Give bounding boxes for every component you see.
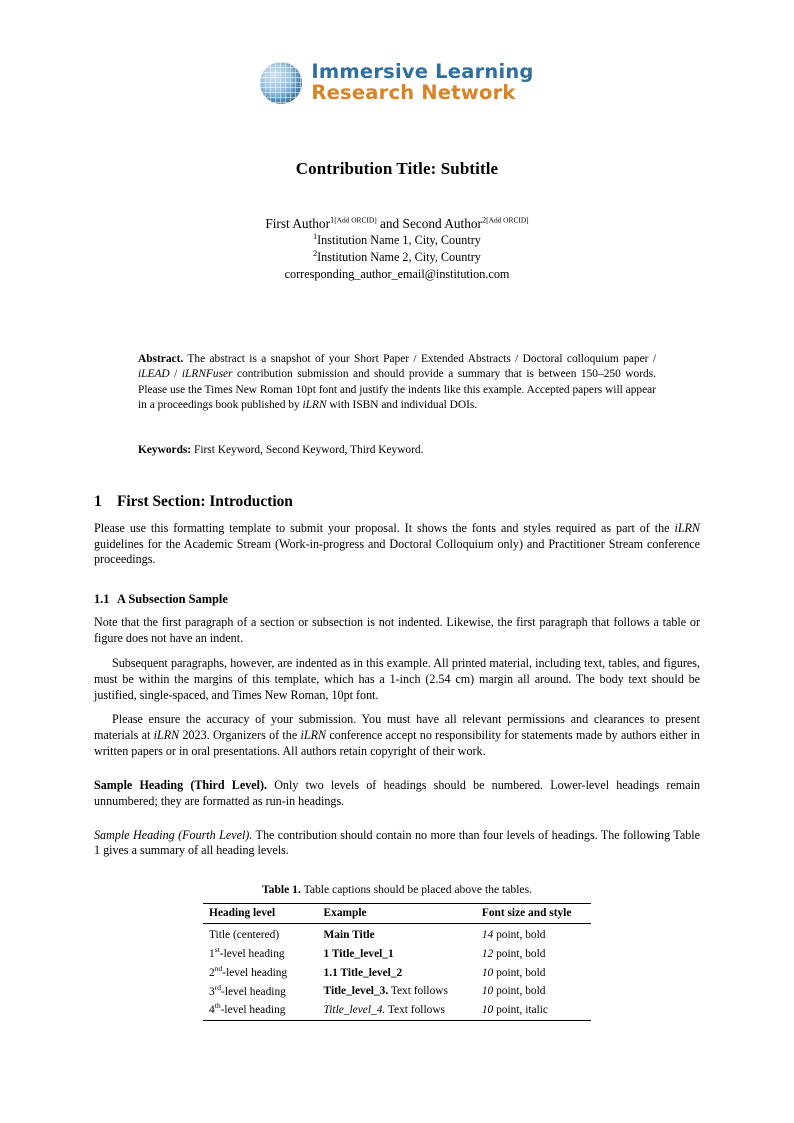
section-1-1-title: A Subsection Sample (117, 592, 228, 607)
example-bold: 1.1 Title_level_2 (323, 966, 403, 979)
section-1-1-paragraph-2: Subsequent paragraphs, however, are indented as in this example. All printed material, including text, tables, and figures, must be within the margins of this template, which has a 1-inch (2.54 cm) margin all around. The body text should be justified, single-spaced, and Times New Roman, 10pt font. (94, 655, 700, 702)
level-tail: -level heading (220, 1004, 286, 1017)
fourth-level-text: The contribution should contain no more than four levels of headings. The following Table 1 gives a summary of all heading levels. (94, 827, 700, 858)
level-tail: -level heading (221, 985, 286, 998)
example-bold: 1 Title_level_1 (323, 947, 394, 960)
logo-inner (260, 62, 533, 104)
style-text: point, bold (493, 947, 546, 960)
level-text: 4 (209, 1004, 215, 1017)
author-2-name: Second Author (402, 216, 482, 231)
table-cell-example (318, 962, 476, 981)
third-level-text: Only two levels of headings should be numbered. Lower-level headings remain unnumbered; they are formatted as run-in headings. (94, 777, 700, 808)
section-1-1-heading (94, 592, 700, 607)
logo-line-1: Immersive Learning (311, 60, 534, 84)
table-1-caption (94, 883, 700, 896)
style-text: point, italic (493, 1004, 548, 1017)
third-level-heading: Sample Heading (Third Level). (94, 777, 268, 792)
s11-p3-a: Please ensure the accuracy of your submission. You must have all relevant permissions and clearances to present materials at (94, 712, 700, 743)
third-level-heading-paragraph (94, 778, 700, 810)
table-cell-style (476, 981, 591, 1000)
table-header-cell-2: Font size and style (476, 904, 591, 924)
table-header-row (203, 904, 591, 924)
level-sup: th (214, 1001, 221, 1011)
logo-text (311, 62, 533, 103)
table-cell-style (476, 962, 591, 981)
s11-p3-c: conference accept no responsibility for statements made by authors either in written papers or in oral presentations. All authors retain copyright of their work. (94, 728, 700, 759)
table-cell-style (476, 924, 591, 943)
example-bold: Main Title (323, 929, 375, 942)
level-text: 2 (209, 966, 215, 979)
keywords-label: Keywords: (138, 444, 192, 457)
style-size: 10 (481, 1004, 494, 1017)
table-cell-example (318, 924, 476, 943)
abstract-label: Abstract. (138, 352, 184, 365)
table-row (203, 981, 591, 1000)
logo-line-2: Research Network (311, 81, 516, 104)
style-size: 10 (481, 985, 494, 998)
fourth-level-heading: Sample Heading (Fourth Level). (94, 827, 253, 842)
level-sup: rd (214, 982, 222, 992)
table-cell-style (476, 943, 591, 962)
globe-icon (260, 62, 302, 104)
s1-p1-a: Please use this formatting template to submit your proposal. It shows the fonts and styles required as part of the (94, 520, 675, 535)
abstract-block (138, 352, 656, 414)
level-text: 1 (209, 947, 215, 960)
table-header-cell-1: Example (318, 904, 476, 924)
section-1-number: 1 (94, 492, 102, 510)
author-2-orcid: [Add ORCID] (486, 215, 529, 225)
table-header-cell-0: Heading level (203, 904, 318, 924)
style-text: point, bold (493, 985, 546, 998)
abstract-part-2: contribution submission and should provide a summary that is between 150–250 words. Please use the Times New Roman 10pt font and justify the indents like this example. Accepted papers will appear in a proceedings book published by (138, 368, 656, 412)
affiliation-1-marker: 1 (313, 232, 318, 242)
author-1-marker: 1 (330, 215, 335, 225)
section-1-1-paragraph-1: Note that the first paragraph of a section or subsection is not indented. Likewise, the first paragraph that follows a table or figure does not have an indent. (94, 615, 700, 646)
section-1-paragraph-1 (94, 521, 700, 568)
style-text: point, bold (493, 929, 546, 942)
abstract-italic-ilrn: iLRN (302, 399, 327, 412)
table-row (203, 924, 591, 943)
author-2-marker: 2 (481, 215, 487, 225)
section-1-1-number: 1.1 (94, 592, 110, 607)
affiliation-2-text: Institution Name 2, City, Country (317, 250, 481, 264)
author-line (94, 215, 700, 232)
affiliation-1 (94, 232, 700, 249)
fourth-level-heading-paragraph (94, 828, 700, 860)
keywords-text: First Keyword, Second Keyword, Third Keyword. (191, 444, 424, 457)
style-size: 12 (481, 947, 494, 960)
table-1-head (203, 904, 591, 924)
table-cell-example (318, 981, 476, 1000)
style-text: point, bold (493, 966, 546, 979)
table-1-caption-label: Table 1. (262, 883, 301, 897)
table-1 (203, 903, 591, 1021)
table-cell-level (203, 962, 318, 981)
corresponding-email: corresponding_author_email@institution.com (284, 266, 510, 281)
s1-p1-b: guidelines for the Academic Stream (Work-in-progress and Doctoral Colloquium only) and Practitioner Stream conference proceedings. (94, 536, 700, 567)
abstract-part-1: The abstract is a snapshot of your Short Paper / Extended Abstracts / Doctoral colloquium paper / (183, 352, 656, 365)
example-rest: Text follows (388, 985, 448, 998)
table-cell-level (203, 999, 318, 1020)
table-cell-level (203, 981, 318, 1000)
section-1-heading (94, 493, 700, 511)
table-row (203, 962, 591, 981)
author-conjunction: and (376, 216, 403, 231)
example-bold: Title_level_3. (323, 985, 389, 998)
page-content (94, 0, 700, 1021)
table-1-caption-text: Table captions should be placed above the tables. (300, 883, 532, 897)
example-rest: Text follows (385, 1004, 445, 1017)
abstract-part-3: with ISBN and individual DOIs. (326, 399, 478, 412)
abstract-italic-ilrnfuser: iLRNFuser (181, 368, 233, 381)
keywords-block (138, 443, 656, 458)
s11-p3-b: 2023. Organizers of the (179, 728, 301, 743)
level-tail: -level heading (222, 966, 288, 979)
affiliation-1-text: Institution Name 1, City, Country (317, 233, 481, 248)
table-row (203, 999, 591, 1020)
table-cell-example (318, 999, 476, 1020)
abstract-sep-1: / (169, 368, 182, 381)
level-text: 3 (209, 985, 215, 998)
level-sup: st (214, 945, 220, 955)
table-cell-level (203, 943, 318, 962)
author-1-name: First Author (265, 216, 330, 231)
level-tail: -level heading (219, 947, 285, 960)
s11-p3-italic-1: iLRN (153, 728, 180, 743)
table-cell-style (476, 999, 591, 1020)
s1-p1-italic: iLRN (674, 520, 700, 535)
table-cell-level (203, 924, 318, 943)
author-1-orcid: [Add ORCID] (334, 215, 377, 225)
affiliation-2-marker: 2 (313, 248, 318, 258)
level-text: Title (centered) (209, 929, 280, 942)
page-title: Contribution Title: Subtitle (295, 159, 499, 178)
ilrn-logo (94, 62, 700, 104)
style-size: 14 (481, 929, 494, 942)
section-1-1-paragraph-3 (94, 712, 700, 759)
affiliation-2 (94, 249, 700, 266)
example-italic: Title_level_4. (323, 1004, 386, 1017)
section-1-title: First Section: Introduction (117, 492, 293, 510)
table-row (203, 943, 591, 962)
level-sup: nd (214, 963, 223, 973)
table-cell-example (318, 943, 476, 962)
s11-p3-italic-2: iLRN (300, 728, 327, 743)
abstract-italic-ilead: iLEAD (138, 368, 170, 381)
style-size: 10 (481, 966, 494, 979)
table-1-body (203, 924, 591, 1021)
